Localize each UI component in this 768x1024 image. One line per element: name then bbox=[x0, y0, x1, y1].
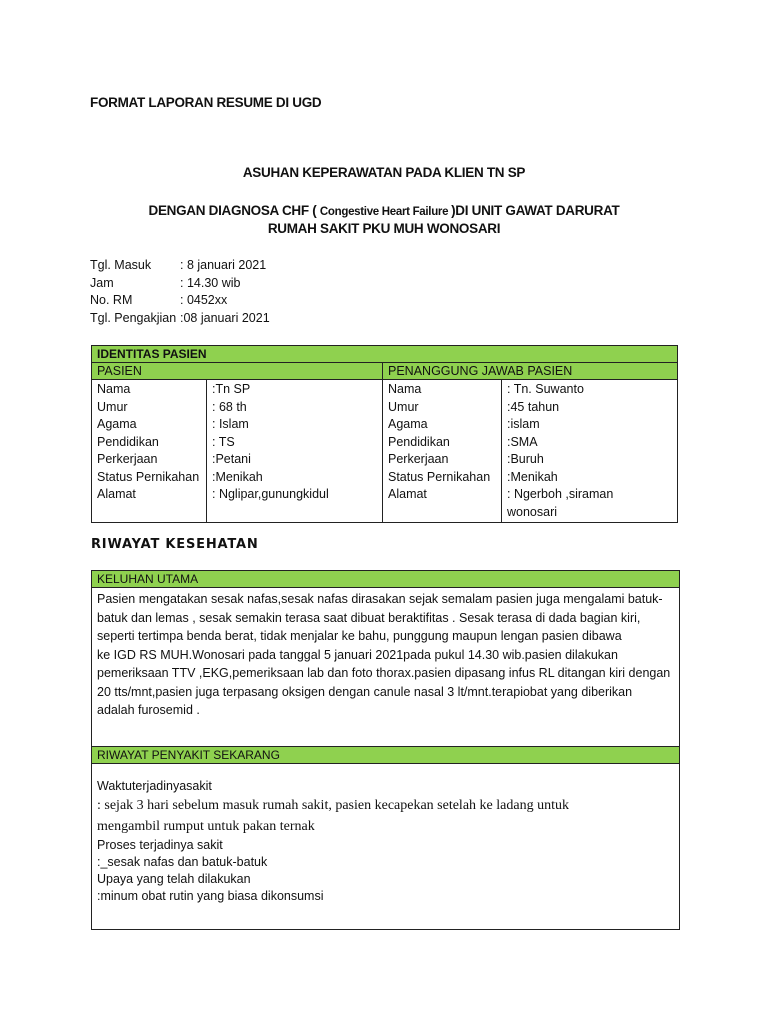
keluhan-line: ke IGD RS MUH.Wonosari pada tanggal 5 januari 2021pada pukul 14.30 wib.pasien dilakukan bbox=[97, 647, 618, 662]
patient-label: Pendidikan bbox=[97, 434, 159, 449]
patient-label: Nama bbox=[97, 382, 131, 396]
admission-info bbox=[90, 257, 270, 327]
guardian-label: Perkerjaan bbox=[388, 452, 449, 466]
waktu-label: Waktuterjadinyasakit bbox=[97, 779, 212, 793]
keluhan-line: Pasien mengatakan sesak nafas,sesak nafas dirasakan sejak semalam pasien juga mengalami batuk- bbox=[97, 592, 663, 606]
meta-row bbox=[90, 310, 270, 328]
penyakit-sekarang-text bbox=[92, 764, 679, 907]
proses-label: Proses terjadinya sakit bbox=[97, 838, 223, 852]
guardian-value: : Ngerboh ,siraman bbox=[507, 487, 614, 501]
patient-value: :Tn SP bbox=[212, 382, 251, 396]
meta-value: :08 januari 2021 bbox=[180, 310, 270, 325]
patient-heading: PASIEN bbox=[92, 363, 383, 380]
patient-values bbox=[207, 380, 383, 523]
patient-label: Umur bbox=[97, 399, 128, 414]
keluhan-line: pemeriksaan TTV ,EKG,pemeriksaan lab dan foto thorax.pasien dipasang infus RL ditangan kiri dengan bbox=[97, 666, 671, 680]
guardian-label: Nama bbox=[388, 382, 422, 396]
patient-labels bbox=[92, 380, 207, 523]
meta-value: : 0452xx bbox=[180, 293, 228, 307]
guardian-value: :islam bbox=[507, 417, 540, 431]
patient-value: : 68 th bbox=[212, 399, 247, 414]
penyakit-sekarang-heading: RIWAYAT PENYAKIT SEKARANG bbox=[92, 747, 679, 764]
patient-value: : Islam bbox=[212, 417, 249, 431]
guardian-values bbox=[502, 380, 678, 523]
meta-row bbox=[90, 257, 270, 275]
patient-label: Agama bbox=[97, 417, 137, 431]
meta-row bbox=[90, 275, 270, 293]
guardian-heading: PENANGGUNG JAWAB PASIEN bbox=[383, 363, 678, 380]
keluhan-line: seperti tertimpa benda berat, tidak menjalar ke bahu, punggung maupun lengan pasien dibawa bbox=[97, 629, 622, 643]
keluhan-line: adalah furosemid . bbox=[97, 703, 200, 717]
title-line-1: ASUHAN KEPERAWATAN PADA KLIEN TN SP bbox=[242, 165, 526, 180]
meta-label: No. RM bbox=[90, 293, 133, 307]
title-line-2 bbox=[0, 203, 768, 218]
guardian-value: :45 tahun bbox=[507, 399, 560, 414]
upaya-text: :minum obat rutin yang biasa dikonsumsi bbox=[97, 889, 324, 903]
waktu-text-2: mengambil rumput untuk pakan ternak bbox=[97, 819, 315, 834]
meta-label: Tgl. Pengakjian bbox=[90, 310, 177, 325]
meta-value: : 14.30 wib bbox=[180, 275, 241, 290]
proses-text: :_sesak nafas dan batuk-batuk bbox=[97, 855, 268, 869]
title-line-3: RUMAH SAKIT PKU MUH WONOSARI bbox=[267, 221, 501, 236]
upaya-label: Upaya yang telah dilakukan bbox=[97, 872, 251, 886]
patient-value: : TS bbox=[212, 434, 235, 449]
meta-row bbox=[90, 292, 270, 310]
guardian-label: Agama bbox=[388, 417, 428, 431]
patient-label: Perkerjaan bbox=[97, 452, 158, 466]
guardian-labels bbox=[383, 380, 502, 523]
guardian-value: :SMA bbox=[507, 434, 538, 449]
guardian-label: Alamat bbox=[388, 487, 427, 501]
guardian-value: : Tn. Suwanto bbox=[507, 382, 584, 396]
guardian-label: Umur bbox=[388, 399, 419, 414]
waktu-text-1: : sejak 3 hari sebelum masuk rumah sakit, pasien kecapekan setelah ke ladang untuk bbox=[97, 798, 569, 813]
keluhan-text bbox=[92, 588, 679, 722]
identity-heading: IDENTITAS PASIEN bbox=[92, 346, 678, 363]
meta-value: : 8 januari 2021 bbox=[180, 258, 267, 272]
guardian-value: :Menikah bbox=[507, 469, 558, 484]
guardian-value: :Buruh bbox=[507, 452, 544, 466]
keluhan-box bbox=[91, 570, 680, 749]
patient-label: Alamat bbox=[97, 487, 136, 501]
meta-label: Jam bbox=[90, 275, 114, 290]
guardian-label: Pendidikan bbox=[388, 434, 450, 449]
keluhan-line: 20 tts/mnt,pasien juga terpasang oksigen dengan canule nasal 3 lt/mnt.terapiobat yang diberikan bbox=[97, 684, 633, 699]
section-heading-riwayat: RIWAYAT KESEHATAN bbox=[91, 537, 259, 552]
guardian-value: wonosari bbox=[507, 504, 558, 519]
keluhan-heading: KELUHAN UTAMA bbox=[92, 571, 679, 588]
format-title: FORMAT LAPORAN RESUME DI UGD bbox=[90, 95, 322, 110]
patient-label: Status Pernikahan bbox=[97, 469, 200, 484]
title-line-2-a: DENGAN DIAGNOSA CHF ( bbox=[148, 203, 320, 218]
penyakit-sekarang-box bbox=[91, 746, 680, 930]
guardian-label: Status Pernikahan bbox=[388, 469, 491, 484]
patient-value: : Nglipar,gunungkidul bbox=[212, 487, 329, 501]
keluhan-line: batuk dan lemas , sesak semakin terasa saat dibuat beraktifitas . Sesak terasa di dada bagian kiri, bbox=[97, 610, 641, 625]
identity-table bbox=[91, 345, 678, 523]
patient-value: :Petani bbox=[212, 452, 251, 466]
meta-label: Tgl. Masuk bbox=[90, 258, 152, 272]
title-line-2-b: Congestive Heart Failure bbox=[319, 206, 452, 218]
patient-value: :Menikah bbox=[212, 469, 263, 484]
title-line-2-c: )DI UNIT GAWAT DARURAT bbox=[451, 203, 620, 218]
